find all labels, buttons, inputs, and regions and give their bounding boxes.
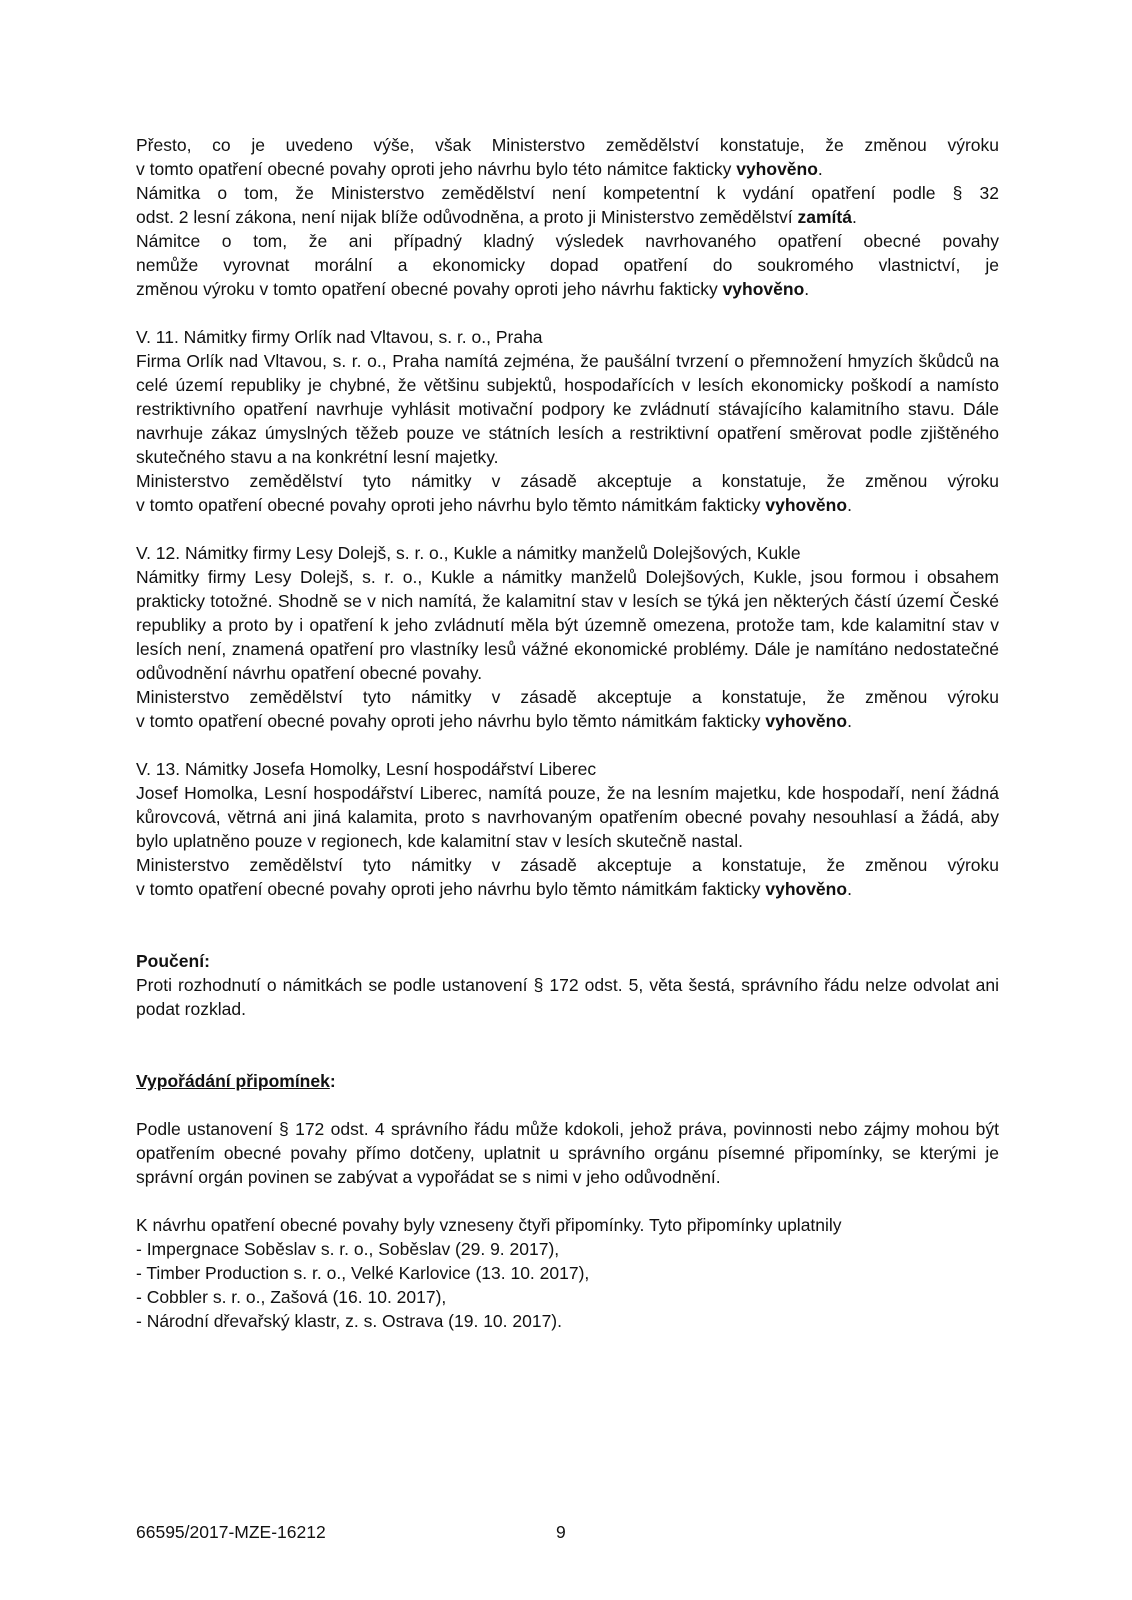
section-heading: V. 11. Námitky firmy Orlík nad Vltavou, s. r. o., Praha — [136, 327, 543, 347]
spacer — [136, 1093, 999, 1117]
section-v13 — [136, 757, 999, 901]
spacer — [136, 733, 999, 757]
section-heading — [136, 949, 999, 973]
section-body: Firma Orlík nad Vltavou, s. r. o., Praha namítá zejména, že paušální tvrzení o přemnožení hmyzích škůdců na celé území republiky je chybné, že většinu subjektů, hospodařících v lesích ekonomicky poškodí a namísto restriktivního opatření navrhuje vyhlásit motivační podpory ke zvládnutí stávajícího kalamitního stavu. Dále navrhuje zákaz úmyslných těžeb pouze ve státních lesích a restriktivní opatření směrovat podle zjištěného skutečného stavu a na konkrétní lesní majetky. — [136, 351, 999, 467]
list-item: - Cobbler s. r. o., Zašová (16. 10. 2017), — [136, 1287, 447, 1307]
text-span: odst. 2 lesní zákona, není nijak blíže odůvodněna, a proto ji Ministerstvo zemědělství — [136, 207, 798, 227]
text-span: . — [804, 279, 810, 299]
spacer — [136, 301, 999, 325]
section-pouceni — [136, 949, 999, 1021]
decision-line — [136, 877, 999, 901]
text-span: v tomto opatření obecné povahy oproti jeho návrhu bylo těmto námitkám fakticky — [136, 495, 766, 515]
decision-line — [136, 493, 999, 517]
page-footer — [136, 1520, 566, 1544]
spacer — [136, 1189, 999, 1213]
text-span: v tomto opatření obecné povahy oproti jeho návrhu bylo těmto námitkám fakticky — [136, 711, 766, 731]
decision-line: Ministerstvo zemědělství tyto námitky v zásadě akceptuje a konstatuje, že změnou výroku — [136, 855, 999, 875]
text-span: v tomto opatření obecné povahy oproti jeho návrhu bylo této námitce fakticky — [136, 159, 737, 179]
section-heading — [136, 1069, 999, 1093]
emphasis-verdict: zamítá — [797, 207, 852, 227]
section-heading: V. 13. Námitky Josefa Homolky, Lesní hospodářství Liberec — [136, 759, 597, 779]
document-reference: 66595/2017-MZE-16212 — [136, 1522, 326, 1542]
decision-line — [136, 709, 999, 733]
text-span: . — [817, 159, 823, 179]
section-pripominky — [136, 1069, 999, 1333]
section-body: Proti rozhodnutí o námitkách se podle ustanovení § 172 odst. 5, věta šestá, správního řádu nelze odvolat ani podat rozklad. — [136, 975, 999, 1019]
text-span: změnou výroku v tomto opatření obecné povahy oproti jeho návrhu fakticky — [136, 279, 723, 299]
text-span: . — [847, 495, 852, 515]
list-item: - Národní dřevařský klastr, z. s. Ostrava (19. 10. 2017). — [136, 1311, 562, 1331]
spacer — [136, 901, 999, 949]
list-item: - Impergnace Soběslav s. r. o., Soběslav (29. 9. 2017), — [136, 1239, 560, 1259]
section-v11 — [136, 325, 999, 517]
intro-paragraph — [136, 133, 999, 301]
section-body: Josef Homolka, Lesní hospodářství Liberec, namítá pouze, že na lesním majetku, kde hospodaří, není žádná kůrovcová, větrná ani jiná kalamita, proto s navrhovaným opatřením obecné povahy nesouhlasí a žádá, aby bylo uplatněno pouze v regionech, kde kalamitní stav v lesích skutečně nastal. — [136, 783, 999, 851]
text-line: Námitka o tom, že Ministerstvo zemědělství není kompetentní k vydání opatření podle § 32 — [136, 183, 999, 203]
emphasis-verdict: vyhověno — [722, 279, 805, 299]
text-line — [136, 277, 999, 301]
text-span: v tomto opatření obecné povahy oproti jeho návrhu bylo těmto námitkám fakticky — [136, 879, 766, 899]
text-span: . — [847, 711, 852, 731]
text-span: . — [851, 207, 857, 227]
text-line: Námitce o tom, že ani případný kladný výsledek navrhovaného opatření obecné povahy — [136, 231, 999, 251]
comments-list — [136, 1237, 999, 1333]
decision-line: Ministerstvo zemědělství tyto námitky v zásadě akceptuje a konstatuje, že změnou výroku — [136, 687, 999, 707]
document-page — [136, 133, 999, 1333]
list-item: - Timber Production s. r. o., Velké Karlovice (13. 10. 2017), — [136, 1263, 590, 1283]
decision-line: Ministerstvo zemědělství tyto námitky v zásadě akceptuje a konstatuje, že změnou výroku — [136, 471, 999, 491]
section-v12 — [136, 541, 999, 733]
section-body: Námitky firmy Lesy Dolejš, s. r. o., Kukle a námitky manželů Dolejšových, Kukle, jsou formou i obsahem prakticky totožné. Shodně se v nich namítá, že kalamitní stav v lesích se týká jen některých částí území České republiky a proto by i opatření k jeho zvládnutí měla být územně omezena, protože tam, kde kalamitní stav v lesích není, znamená opatření pro vlastníky lesů vážné ekonomické problémy. Dále je namítáno nedostatečné odůvodnění návrhu opatření obecné povahy. — [136, 567, 999, 683]
page-number: 9 — [556, 1522, 566, 1542]
spacer — [136, 1021, 999, 1069]
text-span: . — [847, 879, 852, 899]
heading-text: Vypořádání připomínek — [136, 1071, 330, 1091]
section-heading: V. 12. Námitky firmy Lesy Dolejš, s. r. o., Kukle a námitky manželů Dolejšových, Kukle — [136, 543, 801, 563]
emphasis-verdict: vyhověno — [765, 495, 848, 515]
section-body: Podle ustanovení § 172 odst. 4 správního řádu může kdokoli, jehož práva, povinnosti nebo zájmy mohou být opatřením obecné povahy přímo dotčeny, uplatnit u správního orgánu písemné připomínky, se kterými je správní orgán povinen se zabývat a vypořádat se s nimi v jeho odůvodnění. — [136, 1119, 999, 1187]
text-line — [136, 157, 999, 181]
text-line — [136, 205, 999, 229]
heading-text: Poučení: — [136, 951, 210, 971]
text-line: Přesto, co je uvedeno výše, však Ministerstvo zemědělství konstatuje, že změnou výroku — [136, 135, 999, 155]
list-intro: K návrhu opatření obecné povahy byly vzneseny čtyři připomínky. Tyto připomínky uplatnily — [136, 1215, 842, 1235]
emphasis-verdict: vyhověno — [765, 879, 848, 899]
heading-colon: : — [329, 1071, 336, 1091]
emphasis-verdict: vyhověno — [765, 711, 848, 731]
emphasis-verdict: vyhověno — [736, 159, 818, 179]
spacer — [136, 517, 999, 541]
text-line: nemůže vyrovnat morální a ekonomicky dopad opatření do soukromého vlastnictví, je — [136, 255, 999, 275]
